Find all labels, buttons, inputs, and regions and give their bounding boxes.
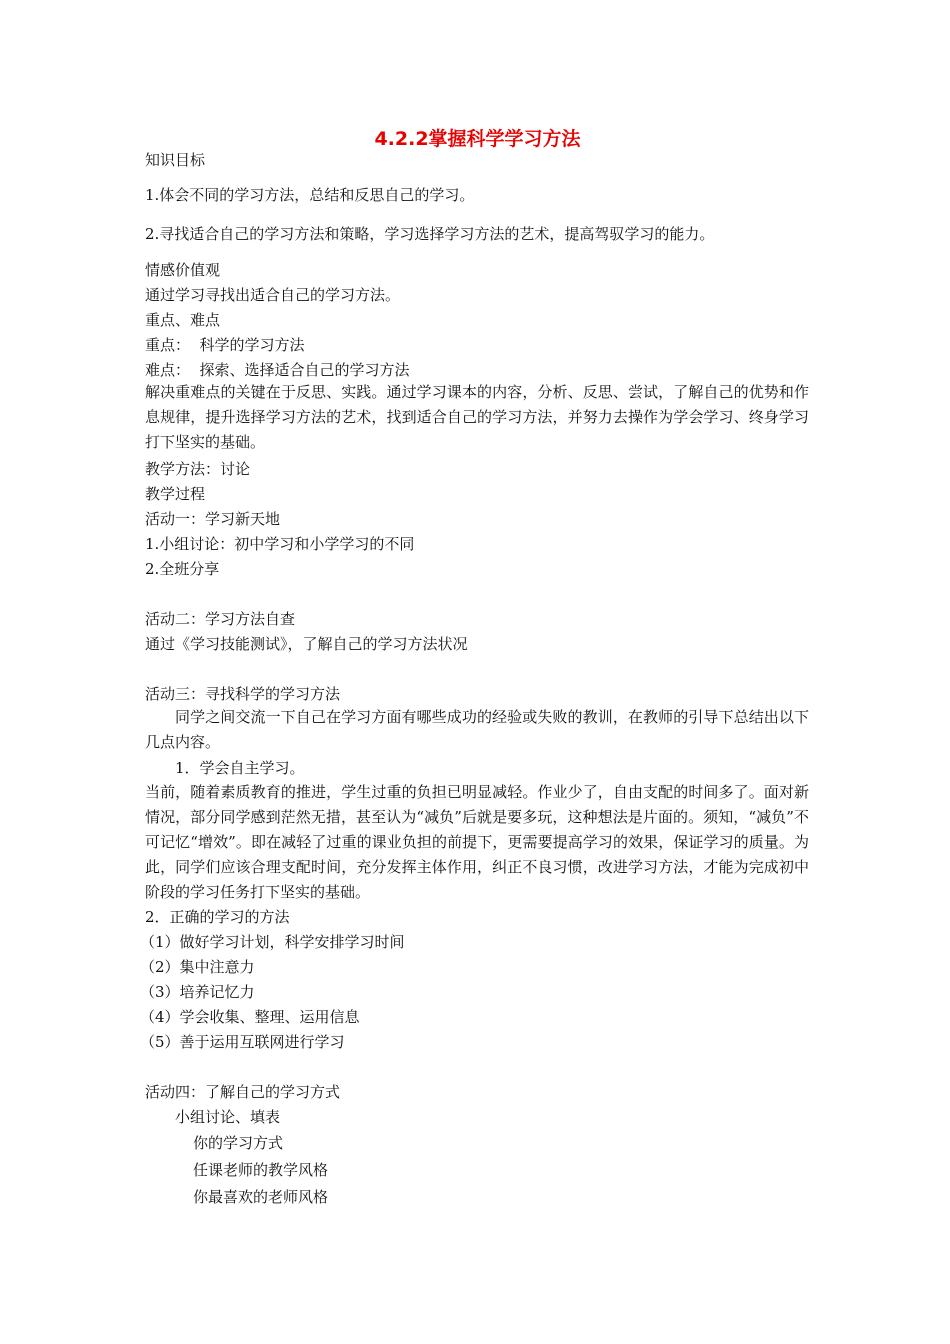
activity3-point-1-paragraph: 当前，随着素质教育的推进，学生过重的负担已明显减轻。作业少了，自由支配的时间多了。面对新情况，部分同学感到茫然无措，甚至认为“减负”后就是要多玩，这种想法是片面的。须知，“减负”不可记忆“增效”。即在减轻了过重的课业负担的前提下，更需要提高学习的效果，保证学习的质量。为此，同学们应该合理支配时间，充分发挥主体作用，纠正不良习惯，改进学习方法，才能为完成初中阶段的学习任务打下坚实的基础。 [145, 783, 809, 901]
activity1-item-2: 2.全班分享 [145, 560, 220, 578]
teaching-method: 教学方法：讨论 [145, 460, 251, 478]
activity3-point-2: 2．正确的学习的方法 [145, 908, 290, 926]
difficulty-point: 难点： 探索、选择适合自己的学习方法 [145, 361, 410, 379]
activity2-heading: 活动二：学习方法自查 [145, 610, 296, 628]
activity1-item-1: 1.小组讨论：初中学习和小学学习的不同 [145, 535, 415, 553]
process-heading: 教学过程 [145, 485, 206, 503]
activity4-row-3: 你最喜欢的老师风格 [193, 1188, 329, 1206]
knowledge-item-1: 1.体会不同的学习方法，总结和反思自己的学习。 [145, 186, 475, 204]
method-sub-2: （2）集中注意力 [140, 958, 255, 976]
knowledge-heading: 知识目标 [145, 151, 206, 169]
activity3-point-1: 1．学会自主学习。 [175, 759, 305, 777]
keypoints-heading: 重点、难点 [145, 311, 221, 329]
method-sub-5: （5）善于运用互联网进行学习 [140, 1033, 345, 1051]
activity3-heading: 活动三：寻找科学的学习方法 [145, 685, 341, 703]
key-point: 重点： 科学的学习方法 [145, 336, 305, 354]
knowledge-item-2: 2.寻找适合自己的学习方法和策略，学习选择学习方法的艺术，提高驾驭学习的能力。 [145, 225, 715, 243]
method-sub-4: （4）学会收集、整理、运用信息 [140, 1008, 360, 1026]
method-sub-1: （1）做好学习计划，科学安排学习时间 [140, 933, 405, 951]
method-sub-3: （3）培养记忆力 [140, 983, 255, 1001]
activity3-intro: 同学之间交流一下自己在学习方面有哪些成功的经验或失败的教训，在教师的引导下总结出以下几点内容。 [145, 708, 809, 751]
activity4-sub: 小组讨论、填表 [175, 1108, 281, 1126]
emotion-heading: 情感价值观 [145, 261, 221, 279]
solution-paragraph: 解决重难点的关键在于反思、实践。通过学习课本的内容，分析、反思、尝试，了解自己的优势和作息规律，提升选择学习方法的艺术，找到适合自己的学习方法，并努力去操作为学会学习、终身学习打下坚实的基础。 [145, 383, 809, 451]
page-title: 4.2.2掌握科学学习方法 [374, 128, 581, 150]
activity4-heading: 活动四：了解自己的学习方式 [145, 1083, 341, 1101]
activity4-row-2: 任课老师的教学风格 [193, 1161, 329, 1179]
activity1-heading: 活动一：学习新天地 [145, 510, 281, 528]
activity4-row-1: 你的学习方式 [193, 1134, 284, 1152]
activity2-text: 通过《学习技能测试》，了解自己的学习方法状况 [145, 635, 468, 653]
emotion-text: 通过学习寻找出适合自己的学习方法。 [145, 286, 401, 304]
